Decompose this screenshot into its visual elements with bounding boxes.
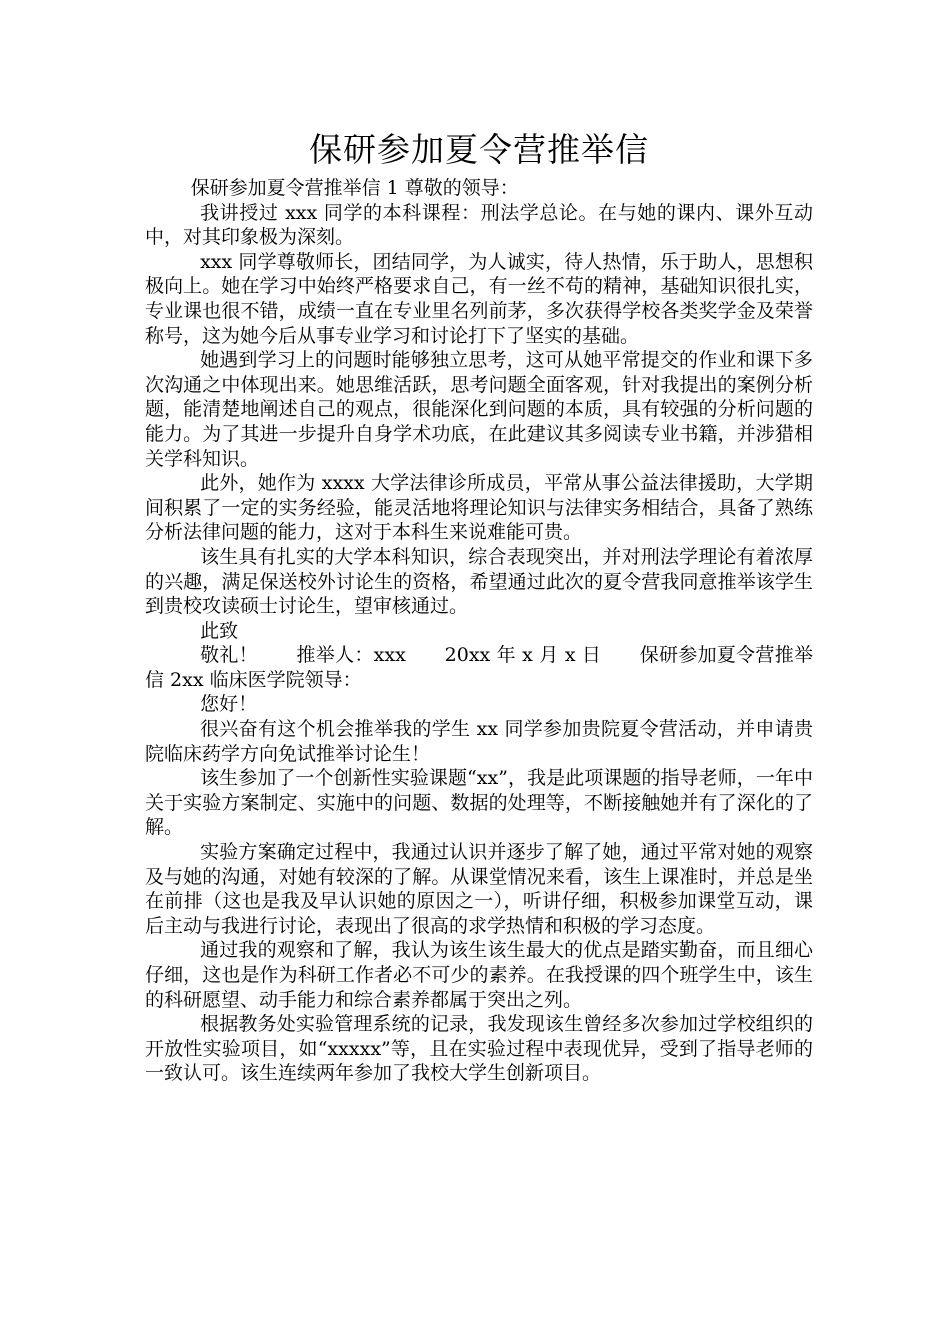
body-paragraph: 我讲授过 xxx 同学的本科课程：刑法学总论。在与她的课内、课外互动中，对其印象极为深刻。 <box>145 201 813 249</box>
body-paragraph: 该生具有扎实的大学本科知识，综合表现突出，并对刑法学理论有着浓厚的兴趣，满足保送校外讨论生的资格，希望通过此次的夏令营我同意推举该学生到贵校攻读硕士讨论生，望审核通过。 <box>145 545 813 618</box>
document-title: 保研参加夏令营推举信 <box>309 130 649 169</box>
body-paragraph: 该生参加了一个创新性实验课题“xx”，我是此项课题的指导老师，一年中关于实验方案制定、实施中的问题、数据的处理等，不断接触她并有了深化的了解。 <box>145 767 813 839</box>
body-paragraph: 实验方案确定过程中，我通过认识并逐步了解了她，通过平常对她的观察及与她的沟通，对她有较深的了解。从课堂情况来看，该生上课准时，并总是坐在前排（这也是我及早认识她的原因之一），听讲仔细，积极参加课堂互动，课后主动与我进行讨论，表现出了很高的求学热情和积极的学习态度。 <box>145 841 813 937</box>
signature-line: 敬礼！ 推举人：xxx 20xx 年 x 月 x 日 保研参加夏令营推举信 2xx 临床医学院领导： <box>145 644 813 691</box>
body-paragraph: 根据教务处实验管理系统的记录，我发现该生曾经多次参加过学校组织的开放性实验项目，如“xxxxx”等，且在实验过程中表现优异，受到了指导老师的一致认可。该生连续两年参加了我校大学生创新项目。 <box>145 1013 813 1085</box>
body-paragraph: xxx 同学尊敬师长，团结同学，为人诚实，待人热情，乐于助人，思想积极向上。她在学习中始终严格要求自己，有一丝不苟的精神，基础知识很扎实，专业课也很不错，成绩一直在专业里名列前茅，多次获得学校各类奖学金及荣誉称号，这为她今后从事专业学习和讨论打下了坚实的基础。 <box>145 250 813 347</box>
closing-line: 此致 <box>200 619 239 642</box>
body-paragraph: 通过我的观察和了解，我认为该生该生最大的优点是踏实勤奋，而且细心仔细，这也是作为科研工作者必不可少的素养。在我授课的四个班学生中，该生的科研愿望、动手能力和综合素养都属于突出之列。 <box>145 939 813 1011</box>
body-paragraph: 此外，她作为 xxxx 大学法律诊所成员，平常从事公益法律援助，大学期间积累了一定的实务经验，能灵活地将理论知识与法律实务相结合，具备了熟练分析法律问题的能力，这对于本科生来说难能可贵。 <box>145 472 813 544</box>
greeting-line: 您好！ <box>200 693 258 716</box>
body-paragraph: 很兴奋有这个机会推举我的学生 xx 同学参加贵院夏令营活动，并申请贵院临床药学方向免试推举讨论生！ <box>145 718 813 765</box>
body-paragraph: 她遇到学习上的问题时能够独立思考，这可从她平常提交的作业和课下多次沟通之中体现出来。她思维活跃，思考问题全面客观，针对我提出的案例分析题，能清楚地阐述自己的观点，很能深化到问题的本质，具有较强的分析问题的能力。为了其进一步提升自身学术功底，在此建议其多阅读专业书籍，并涉猎相关学科知识。 <box>145 349 813 470</box>
document-page <box>145 128 813 1086</box>
salutation-paragraph: 保研参加夏令营推举信 1 尊敬的领导： <box>190 177 519 199</box>
